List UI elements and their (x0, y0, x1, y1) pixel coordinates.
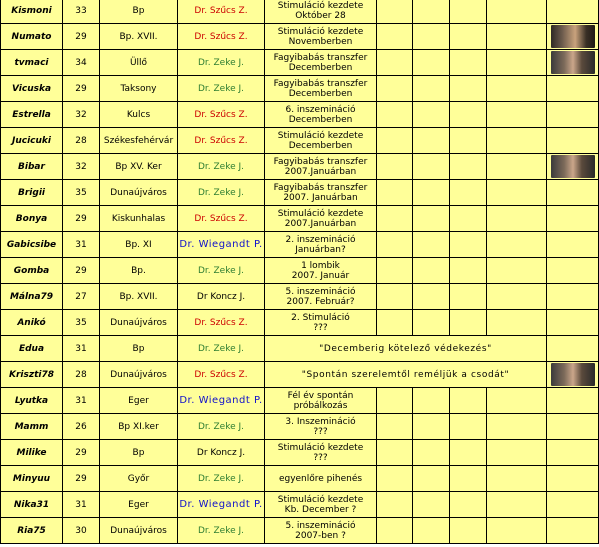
nickname-cell: Jucicuki (1, 128, 63, 154)
status-line: 2007. Január (291, 270, 350, 281)
age-cell: 26 (63, 414, 100, 440)
empty-cell (413, 492, 450, 518)
nickname-cell: Numato (1, 24, 63, 50)
city-cell: Eger (100, 388, 178, 414)
empty-cell (413, 518, 450, 544)
status-line: Decemberben (288, 140, 353, 151)
doctor-cell: Dr. Szűcs Z. (178, 128, 265, 154)
empty-cell (413, 50, 450, 76)
photo-cell (547, 180, 599, 206)
empty-cell (377, 50, 413, 76)
photo-cell (547, 310, 599, 336)
age-cell: 31 (63, 336, 100, 362)
status-line: Stimuláció kezdete (277, 442, 364, 453)
empty-cell (487, 518, 547, 544)
doctor-cell: Dr. Szűcs Z. (178, 362, 265, 388)
status-line: 2. Stimuláció (291, 312, 350, 323)
nickname-cell: Milike (1, 440, 63, 466)
status-line: Kb. December ? (284, 504, 357, 515)
status-line: Stimuláció kezdete (277, 208, 364, 219)
status-line: Decemberben (288, 88, 353, 99)
empty-cell (450, 258, 487, 284)
nickname-cell: Brigii (1, 180, 63, 206)
age-cell: 32 (63, 154, 100, 180)
status-cell (265, 154, 377, 180)
status-cell (265, 336, 547, 362)
empty-cell (413, 0, 450, 24)
age-cell: 28 (63, 362, 100, 388)
doctor-cell: Dr Koncz J. (178, 440, 265, 466)
empty-cell (450, 180, 487, 206)
city-cell: Dunaújváros (100, 362, 178, 388)
status-cell (265, 180, 377, 206)
table-row (1, 492, 599, 518)
empty-cell (413, 24, 450, 50)
empty-cell (413, 180, 450, 206)
table-row (1, 24, 599, 50)
empty-cell (377, 518, 413, 544)
empty-cell (450, 310, 487, 336)
status-cell (265, 440, 377, 466)
nickname-cell: Mamm (1, 414, 63, 440)
table-row (1, 466, 599, 492)
age-cell: 29 (63, 206, 100, 232)
nickname-cell: Vicuska (1, 76, 63, 102)
doctor-cell: Dr. Szűcs Z. (178, 102, 265, 128)
table-row (1, 362, 599, 388)
status-cell (265, 50, 377, 76)
age-cell: 35 (63, 180, 100, 206)
doctor-cell: Dr. Wiegandt P. (178, 232, 265, 258)
status-line: Fagyibabás transzfer (273, 78, 368, 89)
table-row (1, 102, 599, 128)
doctor-cell: Dr. Zeke J. (178, 258, 265, 284)
status-line: "Spontán szerelemtől reméljük a csodát" (301, 369, 510, 380)
status-cell (265, 102, 377, 128)
age-cell: 30 (63, 518, 100, 544)
status-cell (265, 0, 377, 24)
empty-cell (413, 466, 450, 492)
status-cell (265, 388, 377, 414)
status-cell (265, 284, 377, 310)
city-cell: Kulcs (100, 102, 178, 128)
empty-cell (487, 440, 547, 466)
empty-cell (377, 258, 413, 284)
empty-cell (450, 232, 487, 258)
status-line: Fél év spontán (287, 390, 354, 401)
status-line: 2007-ben ? (295, 530, 346, 541)
empty-cell (413, 232, 450, 258)
doctor-cell: Dr. Zeke J. (178, 154, 265, 180)
empty-cell (487, 284, 547, 310)
doctor-cell: Dr. Zeke J. (178, 414, 265, 440)
age-cell: 29 (63, 466, 100, 492)
nickname-cell: Málna79 (1, 284, 63, 310)
photo-cell (547, 492, 599, 518)
empty-cell (487, 258, 547, 284)
table-row (1, 388, 599, 414)
empty-cell (487, 310, 547, 336)
status-line: 2007.Januárban (284, 166, 357, 177)
status-line: Decemberben (288, 114, 353, 125)
status-cell (265, 76, 377, 102)
age-cell: 31 (63, 388, 100, 414)
status-line: ??? (313, 452, 328, 463)
table-row (1, 440, 599, 466)
empty-cell (377, 76, 413, 102)
status-line: Januárban? (295, 244, 346, 255)
empty-cell (450, 102, 487, 128)
age-cell: 35 (63, 310, 100, 336)
empty-cell (413, 154, 450, 180)
doctor-cell: Dr. Szűcs Z. (178, 24, 265, 50)
city-cell: Bp. XI (100, 232, 178, 258)
status-line: Fagyibabás transzfer (273, 182, 368, 193)
doctor-cell: Dr. Szűcs Z. (178, 206, 265, 232)
member-photo-thumbnail[interactable] (551, 25, 595, 48)
member-photo-thumbnail[interactable] (551, 363, 595, 386)
nickname-cell: Anikó (1, 310, 63, 336)
city-cell: Taksony (100, 76, 178, 102)
photo-cell (547, 336, 599, 362)
status-line: Stimuláció kezdete (277, 130, 364, 141)
empty-cell (377, 154, 413, 180)
status-line: Stimuláció kezdete (277, 494, 364, 505)
member-photo-thumbnail[interactable] (551, 51, 595, 74)
empty-cell (413, 102, 450, 128)
status-line: 1 lombik (301, 260, 340, 271)
status-line: 5. inszemináció (285, 520, 356, 531)
empty-cell (450, 466, 487, 492)
status-line: Fagyibabás transzfer (273, 52, 368, 63)
empty-cell (487, 388, 547, 414)
empty-cell (450, 284, 487, 310)
age-cell: 31 (63, 492, 100, 518)
empty-cell (377, 440, 413, 466)
nickname-cell: Kriszti78 (1, 362, 63, 388)
status-line: Decemberben (288, 62, 353, 73)
photo-cell (547, 76, 599, 102)
empty-cell (450, 518, 487, 544)
empty-cell (450, 154, 487, 180)
city-cell: Bp XI.ker (100, 414, 178, 440)
age-cell: 28 (63, 128, 100, 154)
empty-cell (377, 102, 413, 128)
doctor-cell: Dr. Szűcs Z. (178, 310, 265, 336)
status-line: 5. inszemináció (285, 286, 356, 297)
status-cell (265, 492, 377, 518)
status-line: próbálkozás (293, 400, 348, 411)
nickname-cell: tvmaci (1, 50, 63, 76)
status-cell (265, 232, 377, 258)
city-cell: Bp (100, 0, 178, 24)
nickname-cell: Minyuu (1, 466, 63, 492)
status-cell (265, 414, 377, 440)
table-row (1, 180, 599, 206)
table-row (1, 284, 599, 310)
table-body (1, 0, 599, 544)
nickname-cell: Gabicsibe (1, 232, 63, 258)
table-row (1, 50, 599, 76)
status-cell (265, 310, 377, 336)
status-cell (265, 466, 377, 492)
member-photo-thumbnail[interactable] (551, 155, 595, 178)
status-cell (265, 24, 377, 50)
photo-cell (547, 24, 599, 50)
doctor-cell: Dr. Szűcs Z. (178, 0, 265, 24)
nickname-cell: Bonya (1, 206, 63, 232)
photo-cell (547, 0, 599, 24)
city-cell: Dunaújváros (100, 518, 178, 544)
empty-cell (450, 440, 487, 466)
doctor-cell: Dr. Zeke J. (178, 466, 265, 492)
photo-cell (547, 154, 599, 180)
empty-cell (413, 284, 450, 310)
empty-cell (450, 50, 487, 76)
status-cell (265, 258, 377, 284)
table-row (1, 0, 599, 24)
empty-cell (413, 206, 450, 232)
table-row (1, 154, 599, 180)
empty-cell (377, 466, 413, 492)
empty-cell (377, 388, 413, 414)
city-cell: Kiskunhalas (100, 206, 178, 232)
empty-cell (487, 206, 547, 232)
table-row (1, 518, 599, 544)
empty-cell (450, 24, 487, 50)
status-cell (265, 518, 377, 544)
empty-cell (450, 76, 487, 102)
empty-cell (377, 180, 413, 206)
city-cell: Bp. XVII. (100, 284, 178, 310)
table-row (1, 310, 599, 336)
photo-cell (547, 440, 599, 466)
empty-cell (487, 466, 547, 492)
city-cell: Dunaújváros (100, 310, 178, 336)
empty-cell (377, 414, 413, 440)
table-row (1, 414, 599, 440)
empty-cell (413, 440, 450, 466)
status-line: egyenlőre pihenés (278, 473, 363, 484)
doctor-cell: Dr. Zeke J. (178, 518, 265, 544)
empty-cell (450, 0, 487, 24)
empty-cell (487, 0, 547, 24)
status-line: Október 28 (295, 10, 346, 21)
empty-cell (413, 76, 450, 102)
age-cell: 29 (63, 76, 100, 102)
status-line: Fagyibabás transzfer (273, 156, 368, 167)
doctor-cell: Dr. Zeke J. (178, 50, 265, 76)
nickname-cell: Nika31 (1, 492, 63, 518)
empty-cell (487, 414, 547, 440)
city-cell: Eger (100, 492, 178, 518)
photo-cell (547, 206, 599, 232)
status-line: 3. Inszemináció (285, 416, 356, 427)
age-cell: 29 (63, 24, 100, 50)
status-line: Stimuláció kezdete (277, 0, 364, 11)
table-row (1, 128, 599, 154)
city-cell: Bp. XVII. (100, 24, 178, 50)
doctor-cell: Dr. Wiegandt P. (178, 492, 265, 518)
empty-cell (487, 154, 547, 180)
age-cell: 29 (63, 440, 100, 466)
doctor-cell: Dr. Zeke J. (178, 180, 265, 206)
nickname-cell: Estrella (1, 102, 63, 128)
doctor-cell: Dr. Zeke J. (178, 336, 265, 362)
status-line: 2007. Február? (286, 296, 355, 307)
photo-cell (547, 466, 599, 492)
empty-cell (487, 76, 547, 102)
doctor-cell: Dr Koncz J. (178, 284, 265, 310)
photo-cell (547, 388, 599, 414)
status-cell (265, 128, 377, 154)
city-cell: Bp (100, 440, 178, 466)
photo-cell (547, 102, 599, 128)
empty-cell (487, 102, 547, 128)
empty-cell (487, 232, 547, 258)
empty-cell (413, 258, 450, 284)
empty-cell (450, 414, 487, 440)
doctor-cell: Dr. Wiegandt P. (178, 388, 265, 414)
status-line: ??? (313, 322, 328, 333)
empty-cell (377, 284, 413, 310)
empty-cell (487, 180, 547, 206)
city-cell: Dunaújváros (100, 180, 178, 206)
status-line: 2007. Januárban (283, 192, 358, 203)
empty-cell (487, 492, 547, 518)
photo-cell (547, 232, 599, 258)
empty-cell (487, 24, 547, 50)
photo-cell (547, 128, 599, 154)
photo-cell (547, 362, 599, 388)
nickname-cell: Bibar (1, 154, 63, 180)
status-line: Stimuláció kezdete (277, 26, 364, 37)
empty-cell (377, 492, 413, 518)
empty-cell (413, 310, 450, 336)
city-cell: Bp XV. Ker (100, 154, 178, 180)
age-cell: 32 (63, 102, 100, 128)
empty-cell (450, 128, 487, 154)
status-line: 2007.Januárban (284, 218, 357, 229)
photo-cell (547, 50, 599, 76)
age-cell: 34 (63, 50, 100, 76)
age-cell: 31 (63, 232, 100, 258)
nickname-cell: Ria75 (1, 518, 63, 544)
photo-cell (547, 414, 599, 440)
empty-cell (377, 206, 413, 232)
table-row (1, 232, 599, 258)
status-cell (265, 206, 377, 232)
status-line: Novemberben (288, 36, 353, 47)
city-cell: Székesfehérvár (100, 128, 178, 154)
age-cell: 33 (63, 0, 100, 24)
empty-cell (413, 128, 450, 154)
empty-cell (450, 492, 487, 518)
empty-cell (377, 128, 413, 154)
empty-cell (450, 206, 487, 232)
table-row (1, 76, 599, 102)
table-row (1, 336, 599, 362)
table-row (1, 258, 599, 284)
city-cell: Bp. (100, 258, 178, 284)
empty-cell (413, 388, 450, 414)
city-cell: Bp (100, 336, 178, 362)
age-cell: 29 (63, 258, 100, 284)
empty-cell (377, 0, 413, 24)
city-cell: Győr (100, 466, 178, 492)
nickname-cell: Kismoni (1, 0, 63, 24)
table-row (1, 206, 599, 232)
doctor-cell: Dr. Zeke J. (178, 76, 265, 102)
photo-cell (547, 258, 599, 284)
empty-cell (377, 24, 413, 50)
status-line: "Decemberig kötelező védekezés" (319, 343, 492, 354)
status-line: 2. inszemináció (285, 234, 356, 245)
photo-cell (547, 284, 599, 310)
age-cell: 27 (63, 284, 100, 310)
empty-cell (377, 310, 413, 336)
status-line: ??? (313, 426, 328, 437)
empty-cell (450, 388, 487, 414)
empty-cell (487, 128, 547, 154)
nickname-cell: Gomba (1, 258, 63, 284)
nickname-cell: Lyutka (1, 388, 63, 414)
empty-cell (413, 414, 450, 440)
status-cell (265, 362, 547, 388)
city-cell: Üllő (100, 50, 178, 76)
empty-cell (377, 232, 413, 258)
status-line: 6. inszemináció (285, 104, 356, 115)
empty-cell (487, 50, 547, 76)
photo-cell (547, 518, 599, 544)
nickname-cell: Edua (1, 336, 63, 362)
